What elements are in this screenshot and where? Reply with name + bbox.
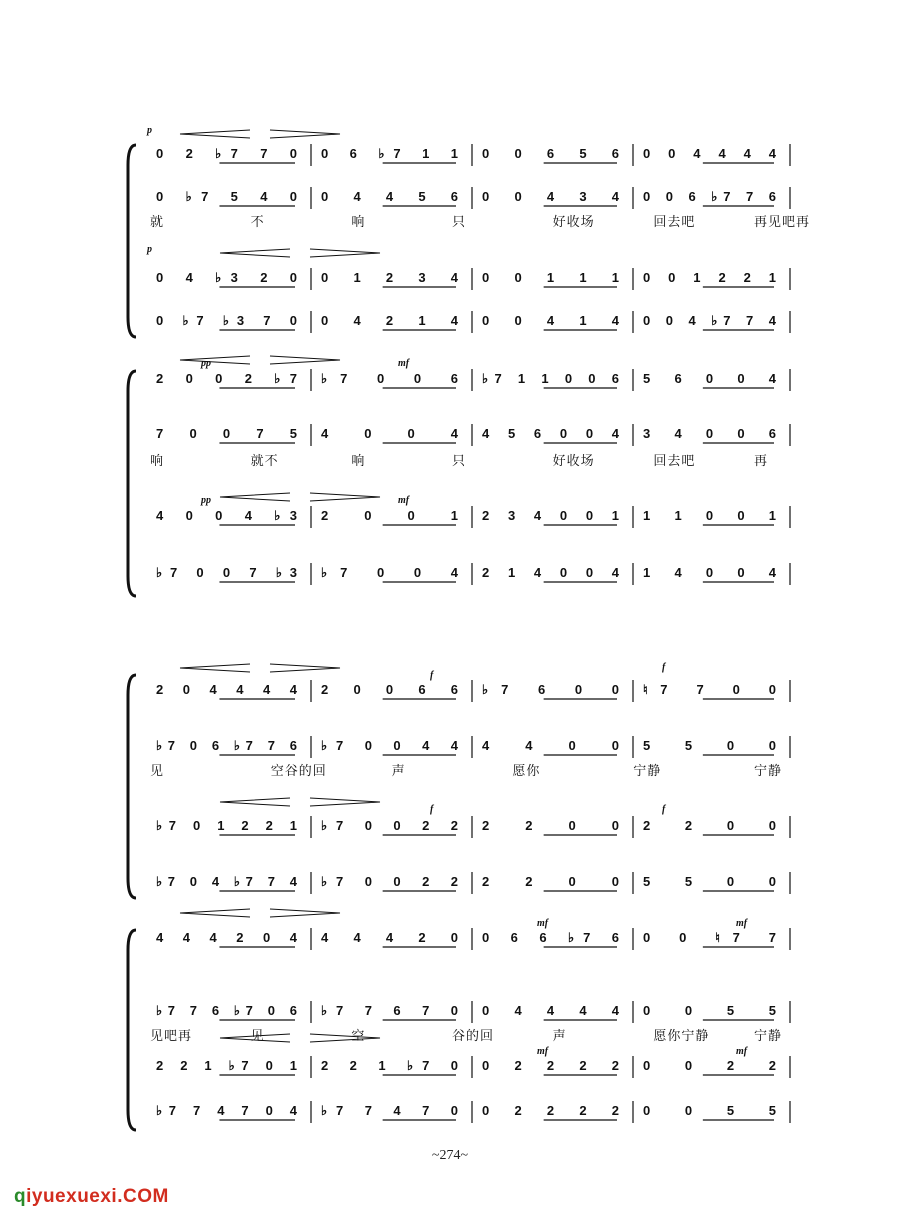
staff-row [156,268,790,290]
dynamic-marking: f [430,670,434,681]
measure-notes: 2 2 0 0 [482,874,619,889]
measure-notes: ♭7 7 6 7 0 [321,1003,458,1018]
crescendo-hairpin [220,798,290,806]
brace-upper [128,675,136,898]
measure-notes: 2 0 0 6 6 [321,682,458,697]
measure-notes: ♭7 0 1 2 2 1 [156,818,297,833]
measure-notes: 1 4 0 0 4 [643,565,776,580]
measure-notes: 4 0 0 4 ♭3 [156,508,297,523]
staff-row [156,506,790,528]
diminuendo-hairpin [270,664,340,672]
lyric-syllable: 见 [150,763,165,778]
lyric-syllable: 响 [150,453,165,468]
diminuendo-hairpin [270,356,340,364]
brace-lower [128,930,136,1130]
measure-notes: 5 5 0 0 [643,874,776,889]
measure-notes: ♭7 1 1 0 0 6 [482,371,619,386]
dynamic-marking: p [147,244,152,255]
measure-notes: ♭7 0 0 4 4 [321,738,458,753]
staff-row [156,816,790,838]
measure-notes: 0 2 ♭7 7 0 [156,146,297,161]
dynamic-marking: pp [201,358,211,369]
lyric-syllable: 再见吧再 [754,214,811,229]
measure-notes: ♭7 7 4 7 0 [321,1103,458,1118]
measure-notes: 0 2 2 2 2 [482,1103,619,1118]
brace-upper [128,145,136,337]
measure-notes: 2 0 4 4 4 4 [156,682,297,697]
lyric-syllable: 谷的回 [452,1028,495,1043]
page-number: ~274~ [431,1148,469,1163]
measure-notes: 0 0 2 2 [643,1058,776,1073]
lyric-syllable: 响 [351,214,366,229]
lyric-syllable: 回去吧 [653,214,696,229]
staff-row [156,928,790,950]
lyric-syllable: 愿你 [512,763,541,778]
measure-notes: 4 4 0 0 [482,738,619,753]
lyric-syllable: 声 [552,1028,567,1043]
lyric-syllable: 空 [351,1028,366,1043]
measure-notes: ♭7 0 0 6 [321,371,458,386]
measure-notes: 2 1 4 0 0 4 [482,565,619,580]
measure-notes: 4 4 4 2 0 [321,930,458,945]
lyric-syllable: 见吧再 [150,1028,193,1043]
diminuendo-hairpin [310,493,380,501]
measure-notes: 2 0 0 2 ♭7 [156,371,297,386]
lyric-syllable: 愿你宁静 [653,1028,710,1043]
staff-row [156,144,790,166]
crescendo-hairpin [220,249,290,257]
lyric-syllable: 宁静 [754,1028,783,1043]
measure-notes: ♮7 7 0 0 [643,682,776,697]
measure-notes: 0 0 6 ♭7 7 6 [643,189,776,204]
measure-notes: ♭7 7 6 ♭7 0 6 [156,1003,297,1018]
staff-row [156,311,790,333]
measure-notes: 0 0 4 4 4 4 [643,146,776,161]
diminuendo-hairpin [310,1034,380,1042]
measure-notes: 0 ♭7 5 4 0 [156,189,297,204]
measure-notes: 3 4 0 0 6 [643,426,776,441]
staff-row [156,680,790,702]
measure-notes: 0 0 4 3 4 [482,189,619,204]
staff-row [150,187,810,229]
measure-notes: 0 0 5 5 [643,1003,776,1018]
crescendo-hairpin [180,130,250,138]
lyric-syllable: 不 [250,214,265,229]
measure-notes: 4 0 0 4 [321,426,458,441]
measure-notes: ♭7 6 0 0 [482,682,619,697]
staff-row [156,872,790,894]
measure-notes: ♭7 0 0 4 [321,565,458,580]
measure-notes: 0 0 ♮7 7 [643,930,776,945]
measure-notes: ♭7 7 4 7 0 4 [156,1103,297,1118]
diminuendo-hairpin [270,909,340,917]
dynamic-marking: mf [736,1046,748,1057]
measure-notes: 0 6 6 ♭7 6 [482,930,619,945]
measure-notes: 0 2 2 2 2 [482,1058,619,1073]
measure-notes: 0 0 5 5 [643,1103,776,1118]
measure-notes: 2 2 1 ♭7 0 1 [156,1058,297,1073]
measure-notes: 0 0 4 1 4 [482,313,619,328]
lyric-syllable: 再 [754,453,769,468]
dynamic-marking: f [662,804,666,815]
measure-notes: ♭7 0 0 2 2 [321,818,458,833]
measure-notes: 7 0 0 7 5 [156,426,297,441]
lyric-syllable: 就不 [250,453,279,468]
lyric-syllable: 响 [351,453,366,468]
measure-notes: 2 0 0 1 [321,508,458,523]
measure-notes: 0 0 1 2 2 1 [643,270,776,285]
brace-lower [128,371,136,596]
crescendo-hairpin [180,909,250,917]
measure-notes: 2 2 0 0 [643,818,776,833]
staff-row [150,736,790,778]
measure-notes: 4 5 6 0 0 4 [482,426,619,441]
dynamic-marking: pp [201,495,211,506]
crescendo-hairpin [180,664,250,672]
lyric-syllable: 宁静 [633,763,662,778]
staff-row [156,1101,790,1123]
diminuendo-hairpin [310,249,380,257]
measure-notes: 0 4 2 1 4 [321,313,458,328]
staff-row [150,424,790,468]
measure-notes: 5 5 0 0 [643,738,776,753]
measure-notes: 0 1 2 3 4 [321,270,458,285]
measure-notes: 0 0 6 5 6 [482,146,619,161]
lyric-syllable: 只 [452,214,467,229]
lyric-syllable: 好收场 [552,214,595,229]
measure-notes: 0 0 4 ♭7 7 4 [643,313,776,328]
measure-notes: ♭7 0 0 7 ♭3 [156,565,297,580]
measure-notes: 2 2 1 ♭7 0 [321,1058,458,1073]
lyric-syllable: 好收场 [552,453,595,468]
diminuendo-hairpin [310,798,380,806]
measure-notes: 2 2 0 0 [482,818,619,833]
dynamic-marking: mf [736,918,748,929]
measure-notes: 5 6 0 0 4 [643,371,776,386]
dynamic-marking: f [662,662,666,673]
measure-notes: 2 3 4 0 0 1 [482,508,619,523]
dynamic-marking: mf [537,918,549,929]
measure-notes: 0 0 1 1 1 [482,270,619,285]
measure-notes: 0 4 ♭3 2 0 [156,270,297,285]
crescendo-hairpin [220,493,290,501]
crescendo-hairpin [180,356,250,364]
lyric-syllable: 见 [250,1028,265,1043]
measure-notes: 0 6 ♭7 1 1 [321,146,458,161]
measure-notes: ♭7 0 0 2 2 [321,874,458,889]
staff-row [156,369,790,391]
measure-notes: 0 ♭7 ♭3 7 0 [156,313,297,328]
dynamic-marking: f [430,804,434,815]
staff-row [156,1056,790,1078]
dynamic-marking: mf [537,1046,549,1057]
measure-notes: ♭7 0 6 ♭7 7 6 [156,738,297,753]
lyric-syllable: 声 [391,763,406,778]
system-1 [128,125,810,596]
diminuendo-hairpin [270,130,340,138]
lyric-syllable: 只 [452,453,467,468]
measure-notes: 0 4 4 5 6 [321,189,458,204]
system-2 [128,662,790,1130]
measure-notes: 4 4 4 2 0 4 [156,930,297,945]
lyric-syllable: 回去吧 [653,453,696,468]
measure-notes: 0 4 4 4 4 [482,1003,619,1018]
watermark: qiyuexuexi.COM [14,1186,169,1207]
lyric-syllable: 就 [150,214,165,229]
staff-row [156,563,790,585]
dynamic-marking: mf [398,495,410,506]
dynamic-marking: mf [398,358,410,369]
lyric-syllable: 空谷的回 [270,763,327,778]
measure-notes: ♭7 0 4 ♭7 7 4 [156,874,297,889]
measure-notes: 1 1 0 0 1 [643,508,776,523]
lyric-syllable: 宁静 [754,763,783,778]
dynamic-marking: p [147,125,152,136]
